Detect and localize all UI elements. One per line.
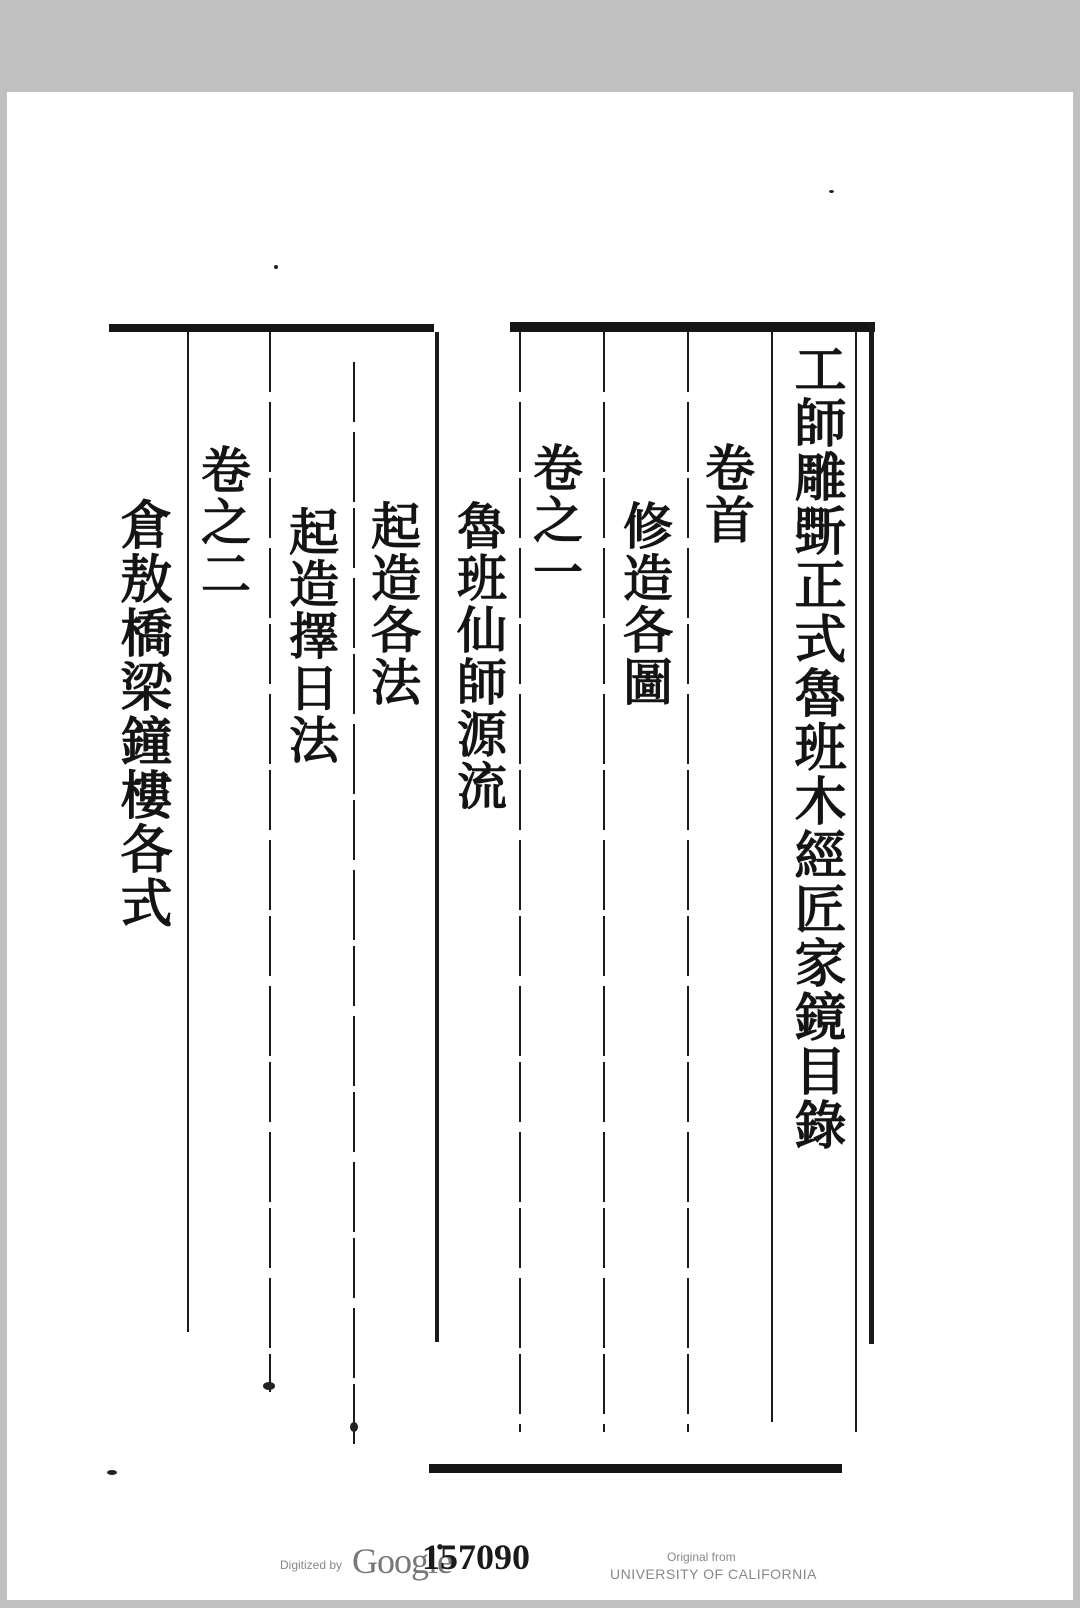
ink-speck <box>829 190 834 193</box>
column-rule <box>353 362 355 1452</box>
right-border <box>869 324 874 1344</box>
institution-name: UNIVERSITY OF CALIFORNIA <box>610 1566 817 1582</box>
column-rule <box>771 332 773 1422</box>
ink-speck <box>263 1382 275 1390</box>
column-rule <box>603 332 605 1432</box>
ink-speck <box>350 1422 358 1432</box>
column-rule <box>187 332 189 1332</box>
digitized-by-label: Digitized by <box>280 1558 343 1572</box>
toc-entry: 倉敖橋梁鐘樓各式 <box>111 498 172 930</box>
call-number-stamp: 1̇57090 <box>422 1537 530 1577</box>
column-rule <box>269 332 271 1392</box>
original-from-label: Original from <box>667 1550 736 1564</box>
toc-entry: 起造各法 <box>363 500 422 708</box>
toc-entry: 起造擇日法 <box>281 506 340 766</box>
column-rule <box>519 332 521 1432</box>
google-logo: Google <box>352 1541 452 1581</box>
center-fold-line <box>435 332 439 1342</box>
toc-entry: 修造各圖 <box>615 500 674 708</box>
digitization-footer <box>7 1530 1073 1600</box>
title-column: 工師雕斲正式魯班木經匠家鏡目錄 <box>785 342 846 1152</box>
ink-speck <box>107 1470 117 1475</box>
toc-heading-juan2: 卷之二 <box>193 444 252 600</box>
top-rule-right <box>510 322 875 332</box>
toc-heading-juanshou: 卷首 <box>697 442 756 546</box>
scanned-page <box>7 92 1073 1600</box>
right-inner-border <box>855 332 857 1432</box>
ink-speck <box>274 265 278 269</box>
toc-entry: 魯班仙師源流 <box>449 500 508 812</box>
toc-heading-juan1: 卷之一 <box>525 442 584 598</box>
column-rule <box>687 332 689 1432</box>
top-rule-left <box>109 324 434 332</box>
bottom-rule <box>429 1464 842 1473</box>
